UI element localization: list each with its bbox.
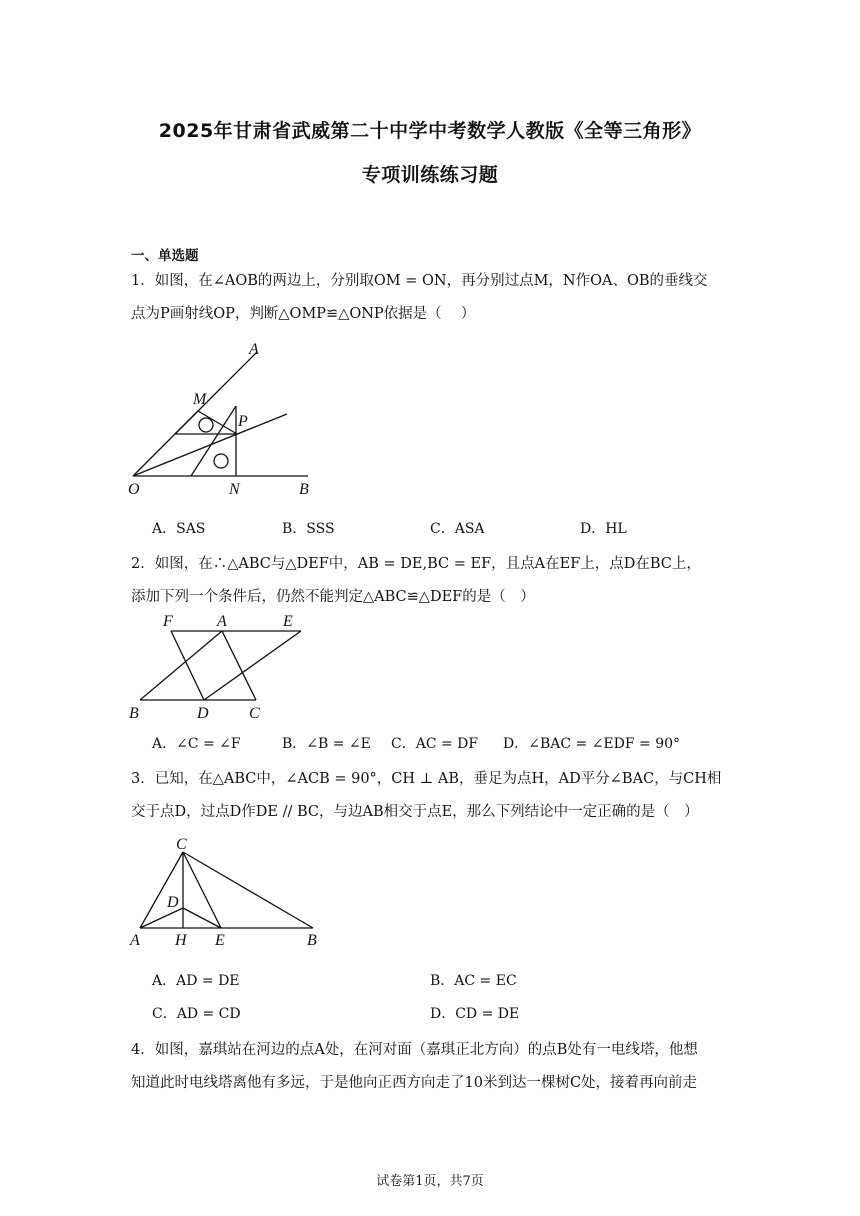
q1-ruler-edge-1 — [175, 411, 198, 434]
q1-option-a: A．SAS — [152, 521, 206, 537]
q1-text-line2: 点为P画射线OP，判断△OMP≌△ONP依据是（ ） — [131, 306, 476, 322]
q3-segment-ac — [140, 852, 183, 928]
section-heading: 一、单选题 — [131, 248, 199, 264]
q2-label-b: B — [129, 705, 139, 722]
q1-ruler-hole-1 — [199, 418, 213, 432]
q2-option-d: D．∠BAC = ∠EDF = 90° — [503, 736, 681, 752]
q2-option-b: B．∠B = ∠E — [282, 736, 371, 752]
q2-label-d: D — [197, 705, 209, 722]
q1-figure — [125, 338, 325, 500]
q1-option-c: C．ASA — [430, 521, 485, 537]
q2-option-a: A．∠C = ∠F — [152, 736, 241, 752]
q4-text-line2: 知道此时电线塔离他有多远，于是他向正西方向走了10米到达一棵树C处，接着再向前走 — [131, 1075, 698, 1091]
q1-label-p: P — [238, 413, 248, 430]
page-title-line2: 专项训练练习题 — [361, 164, 499, 186]
q2-label-a: A — [217, 613, 227, 630]
q3-label-e: E — [215, 932, 225, 949]
q1-option-b: B．SSS — [282, 521, 335, 537]
q1-label-a: A — [249, 341, 259, 358]
q2-segment-de — [204, 631, 301, 700]
q3-text-line1: 3．已知，在△ABC中，∠ACB = 90°，CH ⊥ AB，垂足为点H，AD平分∠BAC，与CH相 — [131, 771, 722, 787]
q3-segment-ad — [140, 908, 183, 928]
q1-label-n: N — [229, 481, 240, 498]
q3-option-c: C．AD = CD — [152, 1006, 241, 1022]
q3-option-d: D．CD = DE — [430, 1006, 520, 1022]
q3-text-line2: 交于点D，过点D作DE // BC，与边AB相交于点E，那么下列结论中一定正确的是（ ） — [131, 804, 699, 820]
q1-ruler-edge-5 — [191, 406, 236, 476]
q1-text-line1: 1．如图，在∠AOB的两边上，分别取OM = ON，再分别过点M，N作OA、OB的垂线交 — [131, 273, 708, 289]
q2-figure — [125, 612, 315, 722]
q3-option-a: A．AD = DE — [152, 973, 240, 989]
q2-label-e: E — [283, 613, 293, 630]
q1-label-m: M — [193, 391, 207, 408]
q3-label-a: A — [130, 932, 140, 949]
q2-segment-fd — [171, 631, 204, 700]
q1-option-d: D．HL — [580, 521, 627, 537]
q2-segment-ba — [140, 631, 222, 700]
q3-option-b: B．AC = EC — [430, 973, 517, 989]
q3-label-b: B — [307, 932, 317, 949]
q3-label-d: D — [167, 894, 179, 911]
q2-text-line2: 添加下列一个条件后，仍然不能判定△ABC≌△DEF的是（ ） — [131, 589, 535, 605]
q3-figure — [125, 832, 330, 950]
q2-label-c: C — [249, 705, 260, 722]
q2-text-line1: 2．如图，在∴△ABC与△DEF中，AB = DE,BC = EF，且点A在EF上，点D在BC上， — [131, 556, 701, 572]
q1-label-o: O — [128, 481, 140, 498]
q2-segment-ac — [222, 631, 256, 700]
q1-label-b: B — [299, 481, 309, 498]
page-title-line1: 2025年甘肃省武威第二十中学中考数学人教版《全等三角形》 — [158, 120, 702, 142]
page-footer: 试卷第1页，共7页 — [376, 1174, 484, 1189]
q3-label-h: H — [175, 932, 187, 949]
q2-option-c: C．AC = DF — [391, 736, 479, 752]
q1-ruler-hole-2 — [214, 454, 228, 468]
q1-ray-op — [133, 414, 287, 476]
q3-label-c: C — [176, 836, 187, 853]
q2-label-f: F — [163, 613, 173, 630]
q4-text-line1: 4．如图，嘉琪站在河边的点A处，在河对面（嘉琪正北方向）的点B处有一电线塔，他想 — [131, 1042, 698, 1058]
